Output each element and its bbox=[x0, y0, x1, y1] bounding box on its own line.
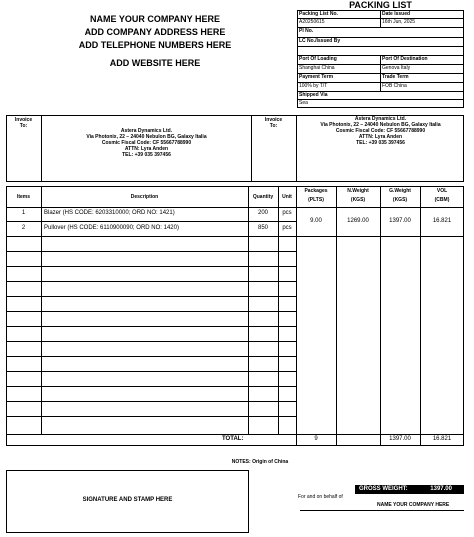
notes: NOTES: Origin of China bbox=[231, 459, 289, 465]
col-quantity: Quantity bbox=[252, 194, 274, 200]
footer-company: NAME YOUR COMPANY HERE bbox=[377, 502, 450, 508]
merged-nweight: 1269.00 bbox=[347, 218, 369, 224]
row1-quantity: 200 bbox=[257, 210, 268, 216]
behalf-text: For and on behalf of bbox=[298, 494, 343, 500]
col-gweight: G.Weight (KGS) bbox=[389, 188, 411, 203]
invoice-to-address-right: Astera Dynamics Ltd. Via Photonix, 22 – 24040 Nebulon BG, Galaxy Italia Cosmic Fiscal Code: CF 55667788990 ATTN: Lyra Anden TEL: +39 035 397456 bbox=[320, 116, 441, 146]
packing-list-no-label: Packing List No. bbox=[299, 11, 338, 17]
invoice-to-label-left: Invoice To: bbox=[14, 117, 33, 129]
total-label: TOTAL: bbox=[222, 436, 244, 442]
row2-quantity: 850 bbox=[257, 225, 268, 231]
trade-term-label: Trade Term bbox=[382, 74, 409, 80]
document-title: PACKING LIST bbox=[349, 0, 412, 10]
col-unit: Unit bbox=[282, 194, 292, 200]
port-loading-label: Port Of Loading bbox=[299, 56, 337, 62]
port-destination-label: Port Of Destination bbox=[382, 56, 428, 62]
merged-vol: 16.821 bbox=[432, 218, 452, 224]
packing-list-no: A20250615 bbox=[299, 19, 325, 25]
lc-label: LC No./Issued By bbox=[299, 38, 341, 44]
date-issued-label: Date Issued bbox=[382, 11, 411, 17]
total-gweight: 1397.00 bbox=[389, 436, 411, 442]
row2-unit: pcs bbox=[282, 225, 292, 231]
total-packages: 9 bbox=[314, 436, 318, 442]
col-vol: VOL (CBM) bbox=[434, 188, 450, 203]
row2-item: 2 bbox=[21, 225, 26, 231]
merged-gweight: 1397.00 bbox=[389, 218, 411, 224]
signature-label: SIGNATURE AND STAMP HERE bbox=[82, 497, 173, 503]
row1-item: 1 bbox=[21, 210, 26, 216]
row1-unit: pcs bbox=[282, 210, 292, 216]
shipped-via: Sea bbox=[299, 100, 308, 106]
company-phone: ADD TELEPHONE NUMBERS HERE bbox=[78, 40, 232, 50]
company-address: ADD COMPANY ADDRESS HERE bbox=[84, 27, 226, 37]
row1-description: Blazer (HS CODE: 6203310000; ORD NO: 1421) bbox=[44, 210, 175, 216]
col-packages: Packages (PLTS) bbox=[304, 188, 328, 203]
pi-no-label: PI No. bbox=[299, 28, 314, 34]
shipped-via-label: Shipped Via bbox=[299, 92, 328, 98]
company-name: NAME YOUR COMPANY HERE bbox=[89, 14, 221, 24]
payment-term: 100% by T/T bbox=[299, 83, 328, 89]
company-website: ADD WEBSITE HERE bbox=[109, 58, 201, 68]
gross-weight-bar bbox=[355, 485, 464, 494]
payment-term-label: Payment Term bbox=[299, 74, 334, 80]
col-description: Description bbox=[130, 194, 159, 200]
col-items: Items bbox=[16, 194, 31, 200]
row2-description: Pullover (HS CODE: 6110900090; ORD NO: 1420) bbox=[44, 225, 179, 231]
gross-weight-value: 1397.00 bbox=[430, 486, 452, 492]
invoice-to-label-right: Invoice To: bbox=[264, 117, 283, 129]
col-nweight: N.Weight (KGS) bbox=[347, 188, 369, 203]
merged-packages: 9.00 bbox=[310, 218, 322, 224]
trade-term: FOB China bbox=[382, 83, 407, 89]
port-destination: Genova Italy bbox=[382, 65, 411, 71]
gross-weight-label: GROSS WEIGHT: bbox=[359, 486, 408, 492]
port-loading: Shanghai China bbox=[299, 65, 335, 71]
invoice-to-address-left: Astera Dynamics Ltd. Via Photonix, 22 – 24040 Nebulon BG, Galaxy Italia Cosmic Fiscal Code: CF 55667788990 ATTN: Lyra Anden TEL: +39 035 397456 bbox=[86, 128, 207, 158]
date-issued: 16th Jun, 2025 bbox=[382, 19, 416, 25]
total-vol: 16.821 bbox=[432, 436, 452, 442]
